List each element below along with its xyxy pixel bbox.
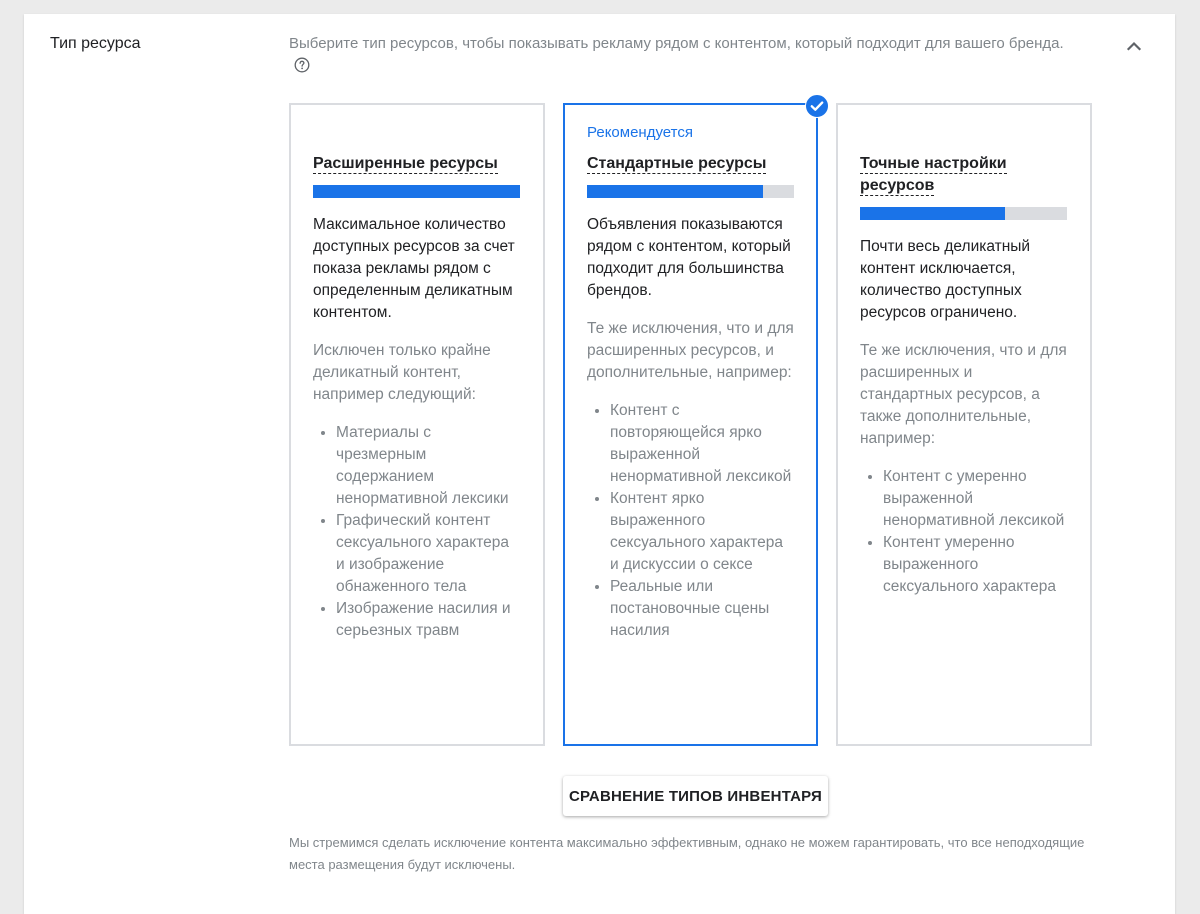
list-item: • Контент с умеренно выраженной ненормативной лексикой: [883, 466, 1068, 532]
list-item: • Графический контент сексуального характера и изображение обнаженного тела: [336, 510, 521, 598]
examples-list: [860, 466, 1068, 598]
inventory-level-bar: [860, 207, 1067, 220]
card-main-text: Максимальное количество доступных ресурсов за счет показа рекламы рядом с определенным деликатным контентом.: [313, 216, 515, 321]
inventory-level-bar: [313, 185, 520, 198]
examples-list: [587, 400, 794, 642]
inventory-level-fill: [587, 185, 763, 198]
check-circle-icon: [805, 94, 829, 118]
examples-list: [313, 422, 521, 642]
list-item: • Контент ярко выраженного сексуального характера и дискуссии о сексе: [610, 488, 794, 576]
list-item: • Реальные или постановочные сцены насилия: [610, 576, 794, 642]
list-item: • Контент умеренно выраженного сексуального характера: [883, 532, 1068, 598]
card-expanded-inventory[interactable]: [289, 103, 545, 746]
card-standard-inventory[interactable]: [563, 103, 818, 746]
compare-inventory-types-button[interactable]: СРАВНЕНИЕ ТИПОВ ИНВЕНТАРЯ: [563, 776, 828, 816]
section-description: [289, 33, 1079, 77]
card-secondary-text: Те же исключения, что и для расширенных ресурсов, и дополнительные, например:: [587, 320, 794, 381]
recommended-label: Рекомендуется: [587, 124, 693, 141]
card-main-text: Объявления показываются рядом с контентом, который подходит для большинства брендов.: [587, 216, 791, 299]
chevron-up-icon[interactable]: [1124, 36, 1144, 56]
inventory-level-fill: [860, 207, 1005, 220]
disclaimer-text: Мы стремимся сделать исключение контента максимально эффективным, однако не можем гарантировать, что все неподходящие места размещения будут исключены.: [289, 835, 1085, 872]
card-title: Стандартные ресурсы: [587, 155, 767, 172]
section-label: Тип ресурса: [50, 35, 141, 52]
inventory-level-bar: [587, 185, 794, 198]
card-secondary-text: Исключен только крайне деликатный контент, например следующий:: [313, 342, 491, 403]
inventory-type-panel: [24, 14, 1175, 914]
card-title: Расширенные ресурсы: [313, 155, 498, 172]
list-item: • Изображение насилия и серьезных травм: [336, 598, 521, 642]
inventory-level-fill: [313, 185, 520, 198]
section-description-text: Выберите тип ресурсов, чтобы показывать рекламу рядом с контентом, который подходит для вашего бренда.: [289, 35, 1064, 52]
card-main-text: Почти весь деликатный контент исключается, количество доступных ресурсов ограничено.: [860, 238, 1031, 321]
help-circle-icon[interactable]: [294, 57, 310, 73]
card-title: Точные настройки ресурсов: [860, 155, 1007, 194]
card-secondary-text: Те же исключения, что и для расширенных и стандартных ресурсов, а также дополнительные, например:: [860, 342, 1067, 447]
list-item: • Контент с повторяющейся ярко выраженной ненормативной лексикой: [610, 400, 794, 488]
card-limited-inventory[interactable]: [836, 103, 1092, 746]
list-item: • Материалы с чрезмерным содержанием ненормативной лексики: [336, 422, 521, 510]
